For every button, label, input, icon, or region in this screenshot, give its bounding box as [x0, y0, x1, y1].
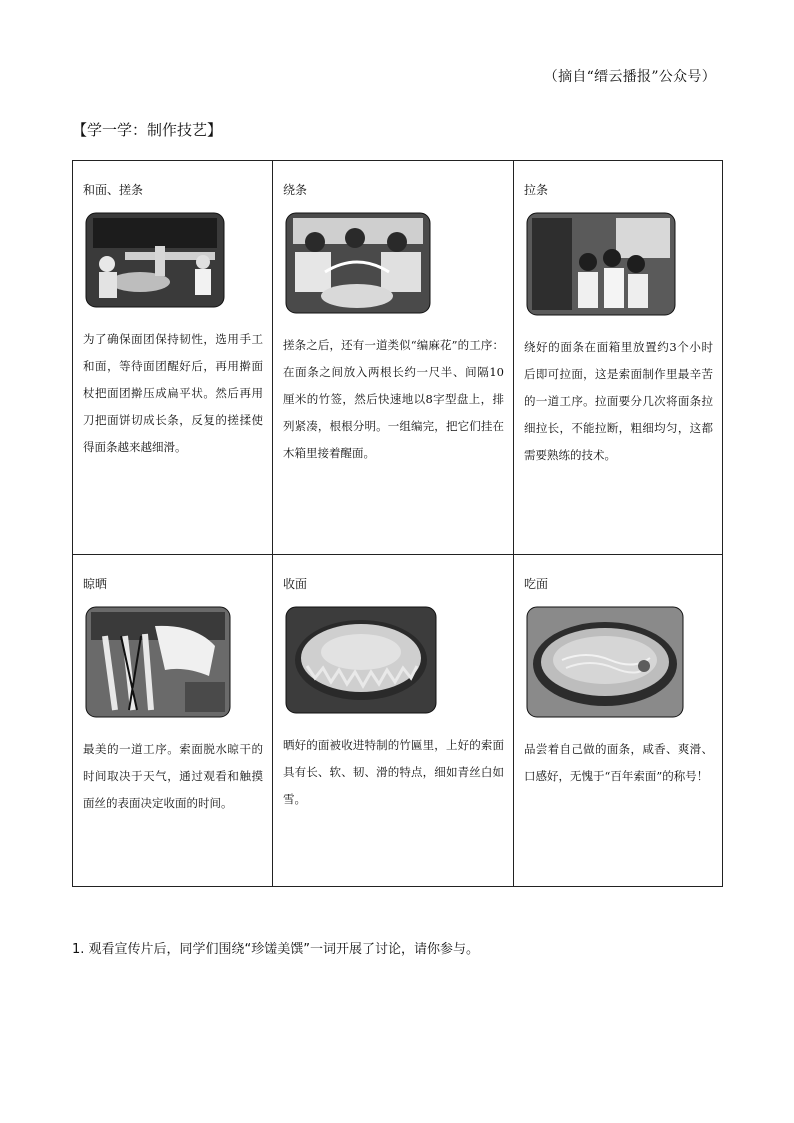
step-name: 绕条 [283, 183, 308, 197]
process-table [72, 160, 723, 887]
step-cell-drying [73, 555, 273, 887]
source-note: （摘自“缙云播报”公众号） [543, 69, 716, 85]
step-name: 拉条 [524, 183, 549, 197]
section-title: 【学一学：制作技艺】 [72, 121, 223, 139]
step-cell-collecting [273, 555, 514, 887]
step-cell-winding [273, 161, 514, 555]
step-cell-eating [514, 555, 723, 887]
winding-photo [285, 212, 431, 314]
step-name: 晾晒 [83, 577, 108, 591]
question-1: 1. 观看宣传片后，同学们围绕“珍馐美馔”一词开展了讨论，请你参与。 [72, 942, 480, 957]
step-name: 和面、搓条 [83, 183, 144, 197]
pulling-photo [526, 212, 676, 316]
step-description: 绕好的面条在面箱里放置约3个小时后即可拉面，这是索面制作里最辛苦的一道工序。拉面要分几次将面条拉细拉长，不能拉断，粗细均匀，这都需要熟练的技术。 [524, 340, 713, 462]
step-description: 最美的一道工序。索面脱水晾干的时间取决于天气，通过观看和触摸面丝的表面决定收面的时间。 [83, 742, 263, 810]
step-cell-kneading [73, 161, 273, 555]
step-cell-pulling [514, 161, 723, 555]
step-description: 为了确保面团保持韧性，选用手工和面，等待面团醒好后，再用擀面杖把面团擀压成扁平状。然后再用刀把面饼切成长条，反复的搓揉使得面条越来越细滑。 [83, 332, 263, 454]
kneading-photo [85, 212, 225, 308]
collecting-photo [285, 606, 437, 714]
eating-photo [526, 606, 684, 718]
step-description: 晒好的面被收进特制的竹匾里，上好的索面具有长、软、韧、滑的特点，细如青丝白如雪。 [283, 738, 504, 806]
step-description: 搓条之后，还有一道类似“编麻花”的工序：在面条之间放入两根长约一尺半、间隔10厘米的竹签，然后快速地以8字型盘上，排列紧凑，根根分明。一组编完，把它们挂在木箱里接着醒面。 [283, 338, 504, 460]
drying-photo [85, 606, 231, 718]
step-name: 收面 [283, 577, 308, 591]
step-name: 吃面 [524, 577, 549, 591]
table-row [73, 555, 723, 887]
table-row [73, 161, 723, 555]
step-description: 品尝着自己做的面条，咸香、爽滑、口感好，无愧于“百年索面”的称号！ [524, 742, 713, 783]
